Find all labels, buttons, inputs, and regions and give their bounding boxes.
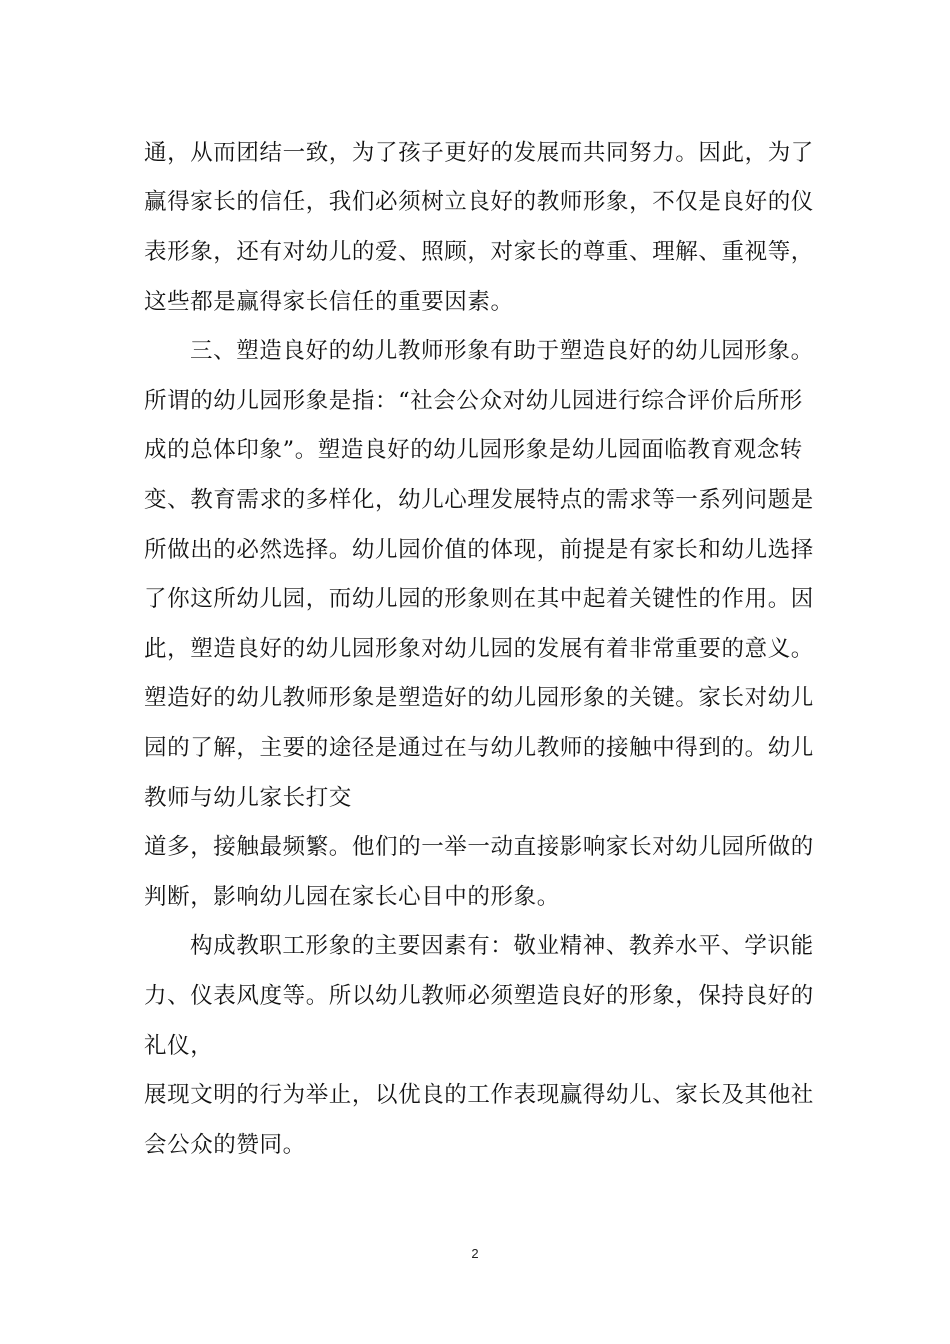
page-number: 2 (471, 1246, 479, 1261)
text-line: 所做出的必然选择。幼儿园价值的体现，前提是有家长和幼儿选择 (144, 537, 814, 563)
text-line: 判断，影响幼儿园在家长心目中的形象。 (144, 884, 560, 910)
text-line: 构成教职工形象的主要因素有：敬业精神、教养水平、学识能 (190, 933, 814, 959)
text-line: 这些都是赢得家长信任的重要因素。 (144, 289, 514, 315)
text-line: 礼仪， (144, 1033, 214, 1059)
text-line: 所谓的幼儿园形象是指：“社会公众对幼儿园进行综合评价后所形 (144, 388, 803, 414)
text-line: 道多，接触最频繁。他们的一举一动直接影响家长对幼儿园所做的 (144, 834, 814, 860)
text-line: 园的了解，主要的途径是通过在与幼儿教师的接触中得到的。幼儿 (144, 735, 814, 761)
text-line: 此，塑造良好的幼儿园形象对幼儿园的发展有着非常重要的意义。 (144, 636, 814, 662)
text-line: 三、塑造良好的幼儿教师形象有助于塑造良好的幼儿园形象。 (190, 338, 814, 364)
text-line: 表形象，还有对幼儿的爱、照顾，对家长的尊重、理解、重视等， (144, 239, 814, 265)
text-line: 赢得家长的信任，我们必须树立良好的教师形象，不仅是良好的仪 (144, 189, 814, 215)
text-line: 展现文明的行为举止，以优良的工作表现赢得幼儿、家长及其他社 (144, 1082, 814, 1108)
text-line: 力、仪表风度等。所以幼儿教师必须塑造良好的形象，保持良好的 (144, 983, 814, 1009)
text-line: 教师与幼儿家长打交 (144, 785, 352, 811)
text-line: 会公众的赞同。 (144, 1132, 306, 1158)
text-line: 塑造好的幼儿教师形象是塑造好的幼儿园形象的关键。家长对幼儿 (144, 685, 814, 711)
text-line: 通，从而团结一致，为了孩子更好的发展而共同努力。因此，为了 (144, 140, 814, 166)
text-line: 变、教育需求的多样化，幼儿心理发展特点的需求等一系列问题是 (144, 487, 814, 513)
text-line: 成的总体印象”。塑造良好的幼儿园形象是幼儿园面临教育观念转 (144, 437, 803, 463)
text-line: 了你这所幼儿园，而幼儿园的形象则在其中起着关键性的作用。因 (144, 586, 814, 612)
